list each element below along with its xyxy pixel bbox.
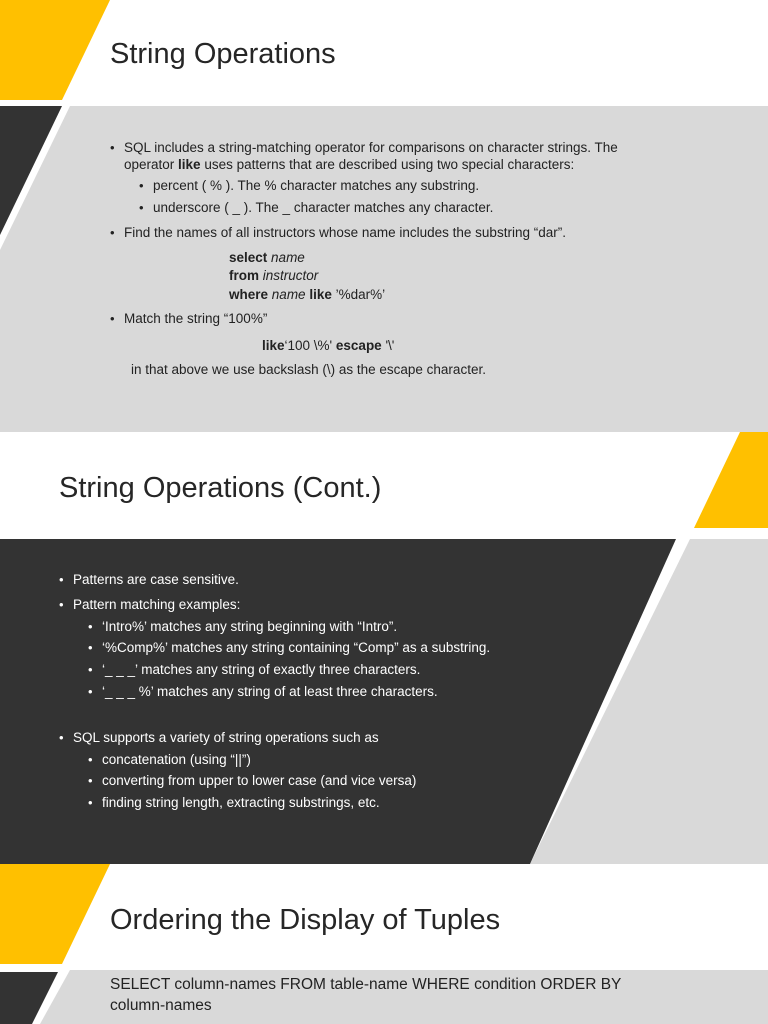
slide-title: String Operations [110, 38, 336, 70]
bullet-text: Find the names of all instructors whose name includes the substring “dar”. [124, 225, 566, 240]
bullet-icon: • [59, 730, 64, 745]
sub-bullet-text: underscore ( _ ). The _ character matches any character. [153, 200, 494, 215]
bullet-icon: • [88, 619, 93, 634]
yellow-accent-shape [0, 0, 110, 100]
sub-bullet-text: ‘%Comp%’ matches any string containing “Comp” as a substring. [102, 640, 491, 655]
slide-title: String Operations (Cont.) [59, 472, 382, 504]
sub-bullet-text: ‘_ _ _ %’ matches any string of at least three characters. [102, 684, 438, 699]
bullet-icon: • [88, 773, 93, 788]
slide-body-text: SELECT column-names FROM table-name WHERE condition ORDER BY column-names [110, 976, 622, 1014]
note-text: in that above we use backslash (\) as the escape character. [131, 362, 486, 377]
code-line-where: where name like ’%dar%’ [229, 287, 386, 302]
bullet-icon: • [139, 200, 144, 215]
bullet-icon: • [88, 795, 93, 810]
sub-bullet-text: concatenation (using “||”) [102, 752, 251, 767]
bullet-text: Pattern matching examples: [73, 597, 241, 612]
bullet-icon: • [59, 572, 64, 587]
bullet-icon: • [88, 684, 93, 699]
code-line-like-escape: like‘100 \%' escape '\' [262, 338, 395, 353]
bullet-icon: • [88, 662, 93, 677]
bullet-icon: • [110, 225, 115, 240]
yellow-accent-shape [0, 864, 110, 964]
bullet-text: SQL includes a string-matching operator for comparisons on character strings. The [124, 140, 618, 155]
bullet-text: Patterns are case sensitive. [73, 572, 239, 587]
bullet-icon: • [110, 140, 115, 155]
code-line-from: from instructor [229, 268, 319, 283]
sub-bullet-text: ‘Intro%’ matches any string beginning with “Intro”. [102, 619, 398, 634]
bullet-icon: • [110, 311, 115, 326]
bullet-icon: • [88, 752, 93, 767]
slide-ordering-tuples [0, 864, 768, 1024]
yellow-accent-shape [694, 432, 768, 528]
bullet-icon: • [88, 640, 93, 655]
slide1-body [0, 106, 768, 432]
slide-string-operations [0, 0, 768, 432]
bullet-icon: • [139, 178, 144, 193]
sub-bullet-text: percent ( % ). The % character matches any substring. [153, 178, 480, 193]
bullet-text-continued: operator like uses patterns that are described using two special characters: [124, 157, 575, 172]
bullet-icon: • [59, 597, 64, 612]
slide-title: Ordering the Display of Tuples [110, 904, 501, 936]
bullet-text: SQL supports a variety of string operations such as [73, 730, 379, 745]
sub-bullet-text: ‘_ _ _’ matches any string of exactly three characters. [102, 662, 421, 677]
sub-bullet-text: converting from upper to lower case (and vice versa) [102, 773, 417, 788]
sub-bullet-text: finding string length, extracting substrings, etc. [102, 795, 380, 810]
bullet-text: Match the string “100%” [124, 311, 268, 326]
code-line-select: select name [229, 250, 305, 265]
slide-string-operations-cont [0, 432, 768, 864]
